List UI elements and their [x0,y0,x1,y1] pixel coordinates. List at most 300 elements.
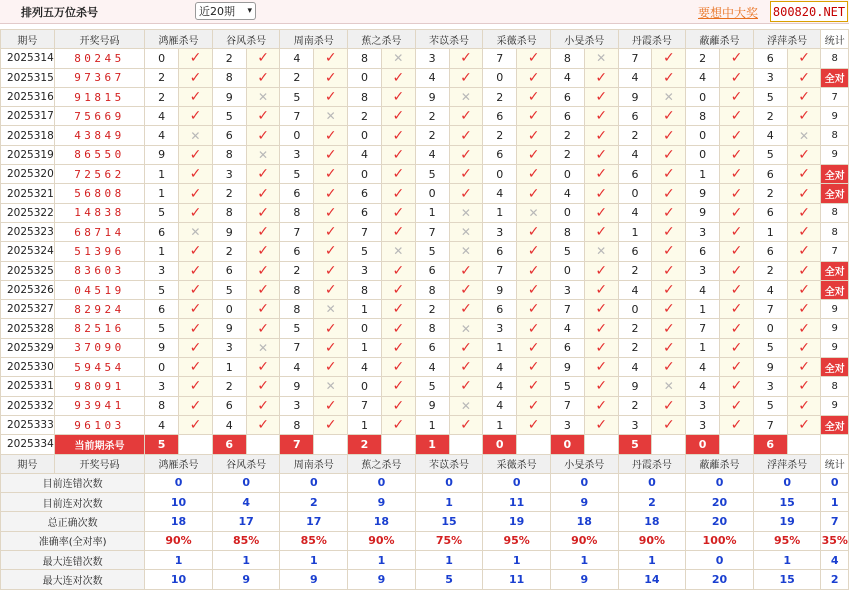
kill-number-cell: 5 [145,319,179,338]
result-mark-cell [449,203,483,222]
col-header-expert: 采薇杀号 [483,454,551,473]
kill-number-cell: 5 [753,338,787,357]
check-icon: ✓ [257,397,269,414]
result-mark-cell [652,300,686,319]
kill-number-cell: 1 [348,338,382,357]
check-icon: ✓ [460,108,472,125]
empty-cell [787,435,821,454]
check-icon: ✓ [324,359,337,376]
kill-number-cell: 2 [753,261,787,280]
kill-number-cell: 4 [415,68,449,87]
empty-cell [314,435,348,454]
result-mark-cell [314,261,348,280]
summary-value: 10 [145,493,213,512]
cross-icon: ✕ [190,128,201,143]
check-icon: ✓ [460,262,472,279]
check-icon: ✓ [189,204,202,221]
check-icon: ✓ [527,166,540,183]
check-icon: ✓ [189,89,202,106]
kill-number-cell: 7 [618,49,652,68]
result-mark-cell [314,165,348,184]
summary-value: 9 [348,493,416,512]
summary-value: 0 [821,473,849,492]
kill-number-cell: 5 [212,107,246,126]
result-mark-cell [517,300,551,319]
check-icon: ✓ [189,282,202,298]
check-icon: ✓ [798,224,810,241]
result-mark-cell [517,338,551,357]
col-header-expert: 芣苡杀号 [415,30,483,49]
result-mark-cell [787,358,821,377]
check-icon: ✓ [798,243,810,260]
check-icon: ✓ [798,69,810,86]
draw-numbers-cell: 97367 [54,68,144,87]
check-icon: ✓ [460,339,472,356]
result-mark-cell [787,145,821,164]
result-mark-cell [517,261,551,280]
draw-numbers-cell: 82516 [54,319,144,338]
result-mark-cell [720,396,754,415]
result-mark-cell [584,87,618,106]
summary-value: 15 [753,493,821,512]
check-icon: ✓ [798,108,810,125]
col-header-expert: 蕉之杀号 [348,30,416,49]
kill-number-cell: 0 [483,165,517,184]
kill-number-cell: 8 [212,68,246,87]
check-icon: ✓ [460,417,472,434]
summary-value: 75% [415,531,483,550]
check-icon: ✓ [324,69,337,86]
col-header-expert: 鸿雁杀号 [145,454,213,473]
kill-number-cell: 6 [415,338,449,357]
kill-number-cell: 1 [212,358,246,377]
kill-number-cell: 9 [280,377,314,396]
kill-number-cell: 3 [280,145,314,164]
check-icon: ✓ [730,339,743,356]
result-mark-cell [584,222,618,241]
summary-value: 18 [618,512,686,531]
kill-number-cell: 6 [618,107,652,126]
stat-cell: 7 [821,242,849,261]
check-icon: ✓ [730,378,743,395]
kill-number-cell: 6 [753,165,787,184]
result-mark-cell [720,126,754,145]
result-mark-cell [314,87,348,106]
summary-value: 1 [415,551,483,570]
result-mark-cell [449,319,483,338]
kill-number-cell: 7 [686,319,720,338]
check-icon: ✓ [257,185,269,202]
check-icon: ✓ [460,166,472,183]
result-mark-cell [517,280,551,299]
summary-value: 90% [145,531,213,550]
result-mark-cell [652,415,686,434]
kill-number-cell: 1 [686,338,720,357]
check-icon: ✓ [527,262,540,279]
period-select-value: 近20期 [199,5,235,18]
check-icon: ✓ [189,50,202,67]
result-mark-cell [179,107,213,126]
chevron-down-icon: ▾ [247,6,252,16]
check-icon: ✓ [798,50,810,67]
result-mark-cell [381,87,415,106]
kill-number-cell: 3 [212,165,246,184]
kill-number-cell: 2 [280,261,314,280]
cross-icon: ✕ [663,90,674,105]
promo-link[interactable]: 要想中大奖 [698,6,759,20]
table-row [1,377,849,396]
result-mark-cell [381,396,415,415]
result-mark-cell [652,165,686,184]
result-mark-cell [720,319,754,338]
current-period-row [1,435,849,454]
check-icon: ✓ [189,185,202,202]
kill-number-cell: 1 [686,300,720,319]
kill-number-cell: 7 [753,300,787,319]
col-header-expert: 蕉之杀号 [348,454,416,473]
result-mark-cell [314,415,348,434]
result-mark-cell [314,145,348,164]
empty-cell [652,435,686,454]
check-icon: ✓ [527,397,540,414]
kill-number-cell: 0 [753,319,787,338]
result-mark-cell [517,184,551,203]
result-mark-cell [787,338,821,357]
kill-number-cell: 9 [686,184,720,203]
kill-number-cell: 7 [280,107,314,126]
summary-row [1,570,849,589]
check-icon: ✓ [324,339,337,356]
check-icon: ✓ [257,108,269,125]
kill-number-cell: 2 [415,107,449,126]
check-icon: ✓ [527,224,540,241]
page-title: 排列五万位杀号 [21,6,98,19]
kill-number-cell: 6 [280,184,314,203]
stat-cell: 9 [821,319,849,338]
result-mark-cell [517,165,551,184]
cross-icon: ✕ [460,90,471,105]
result-mark-cell [652,396,686,415]
check-icon: ✓ [730,417,743,434]
site-badge[interactable]: 800820.NET [770,1,848,22]
result-mark-cell [246,145,280,164]
check-icon: ✓ [662,146,675,163]
result-mark-cell [449,261,483,280]
kill-number-cell: 6 [212,261,246,280]
check-icon: ✓ [798,262,810,279]
kill-number-cell: 4 [550,184,584,203]
result-mark-cell [449,87,483,106]
result-mark-cell [179,300,213,319]
check-icon: ✓ [730,127,743,144]
kill-number-cell: 2 [212,184,246,203]
result-mark-cell [381,300,415,319]
result-mark-cell [381,358,415,377]
col-header-expert: 鸿雁杀号 [145,30,213,49]
kill-number-cell: 4 [618,68,652,87]
kill-number-cell: 0 [348,377,382,396]
summary-value: 2 [280,493,348,512]
result-mark-cell [517,222,551,241]
result-mark-cell [720,107,754,126]
result-mark-cell [314,377,348,396]
kill-number-cell: 6 [618,242,652,261]
result-mark-cell [246,242,280,261]
result-mark-cell [720,203,754,222]
result-mark-cell [517,377,551,396]
check-icon: ✓ [798,204,810,221]
check-icon: ✓ [798,397,810,414]
current-kill-number: 1 [415,435,449,454]
kill-number-cell: 0 [145,49,179,68]
summary-value: 90% [348,531,416,550]
check-icon: ✓ [595,262,608,279]
summary-value: 18 [550,512,618,531]
result-mark-cell [179,145,213,164]
check-icon: ✓ [595,89,608,106]
summary-value: 9 [348,570,416,589]
stat-cell: 全对 [821,261,849,280]
result-mark-cell [720,280,754,299]
summary-label: 目前连错次数 [1,473,145,492]
check-icon: ✓ [257,359,269,376]
result-mark-cell [381,377,415,396]
result-mark-cell [449,222,483,241]
result-mark-cell [652,338,686,357]
kill-number-cell: 7 [550,396,584,415]
kill-number-cell: 4 [348,358,382,377]
kill-number-cell: 8 [348,87,382,106]
kill-number-cell: 3 [686,261,720,280]
result-mark-cell [381,165,415,184]
summary-value: 20 [686,570,754,589]
result-mark-cell [179,165,213,184]
check-icon: ✓ [324,224,337,241]
kill-number-cell: 8 [550,222,584,241]
col-header-stat: 统计 [821,454,849,473]
summary-value: 0 [618,473,686,492]
kill-number-cell: 9 [686,203,720,222]
col-header-expert: 蔽蘺杀号 [686,30,754,49]
result-mark-cell [449,358,483,377]
result-mark-cell [179,261,213,280]
kill-number-cell: 2 [618,396,652,415]
draw-numbers-cell: 14838 [54,203,144,222]
check-icon: ✓ [257,417,269,434]
result-mark-cell [720,68,754,87]
current-kill-number: 0 [483,435,517,454]
draw-numbers-cell: 93941 [54,396,144,415]
kill-number-cell: 4 [686,377,720,396]
issue-cell: 2025321 [1,184,55,203]
kill-number-cell: 1 [753,222,787,241]
check-icon: ✓ [730,359,743,376]
check-icon: ✓ [189,166,202,183]
check-icon: ✓ [257,127,269,144]
draw-numbers-cell: 72562 [54,165,144,184]
check-icon: ✓ [392,262,405,279]
kill-number-cell: 1 [483,415,517,434]
check-icon: ✓ [798,185,810,202]
col-header-expert: 芣苡杀号 [415,454,483,473]
check-icon: ✓ [730,320,743,337]
summary-value: 0 [348,473,416,492]
summary-value: 95% [753,531,821,550]
kill-number-cell: 2 [348,107,382,126]
summary-row [1,531,849,550]
draw-numbers-cell: 86550 [54,145,144,164]
kill-number-cell: 3 [415,49,449,68]
result-mark-cell [179,68,213,87]
result-mark-cell [720,184,754,203]
kill-number-cell: 3 [550,415,584,434]
check-icon: ✓ [189,378,202,395]
summary-value: 20 [686,512,754,531]
kill-number-cell: 2 [212,242,246,261]
draw-numbers-cell: 80245 [54,49,144,68]
kill-number-cell: 3 [280,396,314,415]
issue-cell: 2025325 [1,261,55,280]
stat-cell: 9 [821,300,849,319]
check-icon: ✓ [527,301,540,318]
result-mark-cell [652,145,686,164]
result-mark-cell [449,280,483,299]
kill-number-cell: 8 [348,280,382,299]
check-icon: ✓ [730,69,743,86]
kill-number-cell: 1 [483,338,517,357]
check-icon: ✓ [527,339,540,356]
result-mark-cell [246,107,280,126]
check-icon: ✓ [392,397,405,414]
issue-cell: 2025331 [1,377,55,396]
check-icon: ✓ [324,89,337,106]
kill-number-cell: 9 [483,280,517,299]
result-mark-cell [720,300,754,319]
result-mark-cell [381,222,415,241]
check-icon: ✓ [324,146,337,163]
check-icon: ✓ [730,50,743,67]
check-icon: ✓ [527,69,540,86]
kill-number-cell: 0 [415,184,449,203]
kill-number-cell: 0 [348,68,382,87]
summary-value: 2 [618,493,686,512]
kill-number-cell: 4 [145,415,179,434]
table-row [1,396,849,415]
cross-icon: ✕ [258,340,269,355]
kill-number-cell: 5 [415,377,449,396]
cross-icon: ✕ [596,51,607,66]
result-mark-cell [449,184,483,203]
period-select[interactable] [195,2,256,20]
result-mark-cell [720,377,754,396]
result-mark-cell [381,319,415,338]
kill-number-cell: 9 [145,145,179,164]
col-header-expert: 小旻杀号 [550,30,618,49]
check-icon: ✓ [595,127,608,144]
result-mark-cell [246,338,280,357]
issue-cell: 2025322 [1,203,55,222]
result-mark-cell [381,203,415,222]
stat-cell: 全对 [821,415,849,434]
kill-number-cell: 4 [280,358,314,377]
result-mark-cell [652,377,686,396]
table-row [1,184,849,203]
summary-value: 18 [145,512,213,531]
summary-value: 10 [145,570,213,589]
check-icon: ✓ [662,69,675,86]
check-icon: ✓ [595,146,608,163]
check-icon: ✓ [257,69,269,86]
result-mark-cell [449,377,483,396]
kill-number-cell: 8 [145,396,179,415]
result-mark-cell [449,126,483,145]
kill-number-cell: 2 [212,49,246,68]
check-icon: ✓ [595,166,608,183]
check-icon: ✓ [595,185,608,202]
col-header-numbers: 开奖号码 [54,454,144,473]
result-mark-cell [179,280,213,299]
draw-numbers-cell: 59454 [54,358,144,377]
check-icon: ✓ [189,339,202,356]
check-icon: ✓ [595,282,608,298]
cross-icon: ✕ [528,205,539,220]
summary-value: 19 [483,512,551,531]
cross-icon: ✕ [460,225,471,240]
result-mark-cell [652,261,686,280]
check-icon: ✓ [595,320,608,337]
result-mark-cell [517,68,551,87]
kill-number-cell: 2 [550,126,584,145]
table-row [1,87,849,106]
result-mark-cell [314,300,348,319]
cross-icon: ✕ [325,109,336,124]
result-mark-cell [314,184,348,203]
check-icon: ✓ [662,417,675,434]
cross-icon: ✕ [460,244,471,259]
table-row [1,126,849,145]
check-icon: ✓ [460,50,472,67]
kill-number-cell: 0 [686,145,720,164]
check-icon: ✓ [730,262,743,279]
summary-value: 1 [483,551,551,570]
check-icon: ✓ [392,146,405,163]
kill-number-cell: 6 [753,242,787,261]
kill-number-cell: 3 [753,68,787,87]
table-row [1,203,849,222]
issue-cell: 2025332 [1,396,55,415]
summary-value: 5 [415,570,483,589]
kill-number-cell: 9 [618,377,652,396]
check-icon: ✓ [798,301,810,318]
kill-number-cell: 5 [212,280,246,299]
kill-number-cell: 3 [686,396,720,415]
check-icon: ✓ [324,127,337,144]
col-header-expert: 浮萍杀号 [753,454,821,473]
kill-number-cell: 5 [753,145,787,164]
kill-number-cell: 2 [618,261,652,280]
check-icon: ✓ [730,146,743,163]
result-mark-cell [449,338,483,357]
kill-number-cell: 8 [415,280,449,299]
kill-number-cell: 9 [415,396,449,415]
check-icon: ✓ [392,359,405,376]
result-mark-cell [787,87,821,106]
summary-value: 90% [550,531,618,550]
kill-number-cell: 2 [280,68,314,87]
result-mark-cell [246,261,280,280]
check-icon: ✓ [257,50,269,67]
stat-cell: 全对 [821,165,849,184]
